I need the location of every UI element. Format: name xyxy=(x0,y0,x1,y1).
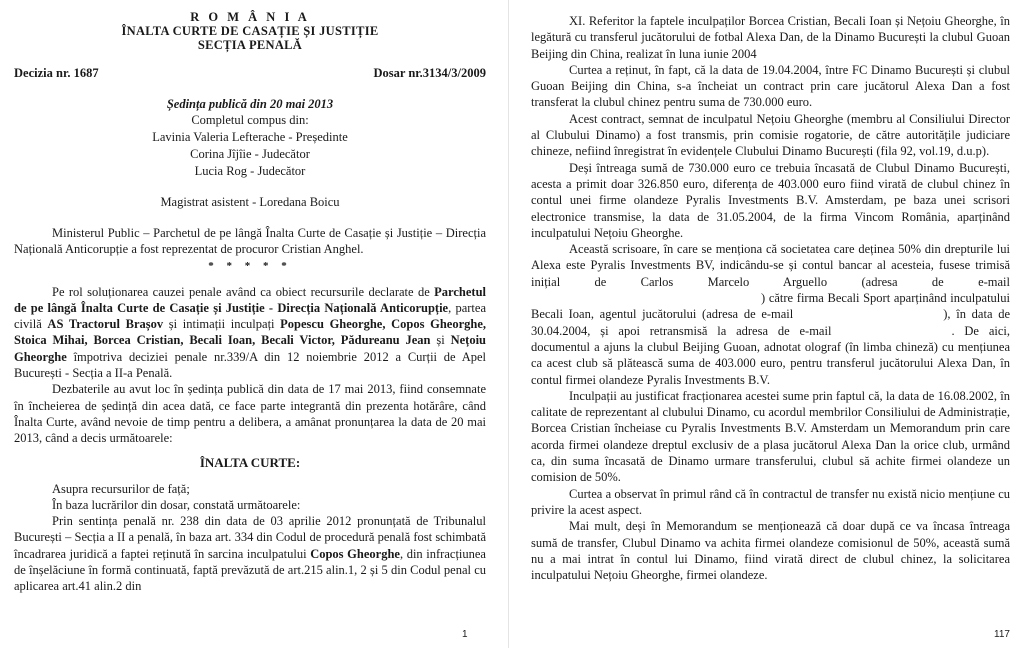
case-defendant: Nețoiu Gheorghe xyxy=(14,333,486,364)
panel-judge-2: Lucia Rog - Judecător xyxy=(194,164,306,178)
sentence-text: Prin sentința penală nr. 238 din data de 03 aprilie 2012 pronunțată de Tribunalul București – Secția a II a penală, în baza art. 334 din Codul de procedură penală fost schimbată încadrarea juridică a faptei reținută în sarcina inculpatului xyxy=(14,514,486,561)
court-heading: ÎNALTA CURTE: xyxy=(199,454,301,470)
section-separator: * * * * * xyxy=(208,259,292,272)
observation-paragraph: Curtea a observat în primul rând că în contractul de transfer nu există nicio mențiune cu privire la acest aspect. xyxy=(531,486,1010,517)
section-xi-heading: XI. Referitor la faptele inculpaților Borcea Cristian, Becali Ioan și Nețoiu Gheorghe, în legătură cu transferul jucătorului de fotbal Alexa Dan, de la Dinamo București la clubul Guoan Beijing din China, realizat în luna iunie 2004 xyxy=(531,14,1010,61)
case-civil-party: AS Tractorul Brașov xyxy=(47,317,164,332)
contract-signature-paragraph: Acest contract, semnat de inculpatul Nețoiu Gheorghe (membru al Consiliului Director al Clubului Dinamo) a fost transmis, prin comisie rogatorie, de către autoritățile judiciare chineze, nefiind înregistrat în evidențele Clubului Dinamo București (fila 92, vol.19, d.u.p). xyxy=(531,111,1010,159)
letter-text: ) către firma Becali Sport aparținând inculpatului Becali Ioan, agentul jucătorului (adresa de e-mail xyxy=(531,291,1010,322)
letter-text: . De aici, documentul a ajuns la clubul Beijing Guoan, adnotat olograf (în limba chineză) cu mențiunea ca acest club să plătească suma de 403.000 euro, pentru transferul jucătorului Alexa Dan, în contul firmei olandeze Pyralis Investments B.V. xyxy=(531,323,1010,387)
sentence-defendant: Copos Gheorghe xyxy=(310,546,400,561)
header-court: ÎNALTA CURTE DE CASAȚIE ȘI JUSTIȚIE xyxy=(121,24,379,38)
case-defendants: Popescu Gheorghe, Copos Gheorghe, Stoica Mihai, Borcea Cristian, Becali Ioan, Becali Victor, Pădureanu Jean xyxy=(14,317,487,348)
header-section: SECȚIA PENALĂ xyxy=(197,38,303,52)
letter-paragraph xyxy=(531,241,1010,388)
case-text: Pe rol soluționarea cauzei penale având ca obiect recursurile declarate de xyxy=(52,284,435,299)
case-text: împotriva deciziei penale nr.339/A din 12 noiembrie 2012 a Curții de Apel București - Secția a II-a Penală. xyxy=(14,349,486,381)
panel-intro: Completul compus din: xyxy=(191,113,309,127)
case-text: , partea civilă xyxy=(14,300,486,332)
right-page xyxy=(508,0,1024,648)
letter-text: Această scrisoare, în care se menționa că societatea care deținea 50% din drepturile lui Alexa este Pyralis Investments BV, indicându-se și contul bancar al acesteia, fusese trimisă inițial de Carlos Marcelo Arguello (adresa de e-mail xyxy=(531,242,1010,289)
case-paragraph xyxy=(14,284,486,382)
findings-line: În baza lucrărilor din dosar, constată următoarele: xyxy=(52,497,301,512)
case-text: și xyxy=(430,333,451,348)
decision-row xyxy=(14,66,486,81)
panel-president: Lavinia Valeria Lefterache - Președinte xyxy=(152,130,348,144)
file-number: Dosar nr.3134/3/2009 xyxy=(373,66,486,80)
panel-judge-1: Corina Jîjîie - Judecător xyxy=(190,147,310,161)
debates-paragraph: Dezbaterile au avut loc în ședința publică din data de 17 mai 2013, fiind consemnate în încheierea de ședință din acea dată, ce face parte integrantă din prezenta hotărâre, când Înalta Curte, având nevoie de timp pentru a delibera, a amânat pronunțarea la data de 20 mai 2013, când a decis următoarele: xyxy=(14,382,486,446)
conclusion-paragraph: Mai mult, deși în Memorandum se menționează că doar după ce va încasa întreaga sumă de transfer, Clubul Dinamo va achita firmei olandeze comisionul de 50%, această sumă nu a mai intrat în contul lui Dinamo, fiind virată direct de clubul chinez, la solicitarea inculpatului Nețoiu Gheorghe, firmei olandeze. xyxy=(531,519,1010,583)
left-page xyxy=(0,0,504,648)
decision-number: Decizia nr. 1687 xyxy=(14,66,99,80)
header-country: R O M Â N I A xyxy=(190,10,310,24)
page-number: 117 xyxy=(994,629,1010,640)
assistant-magistrate: Magistrat asistent - Loredana Boicu xyxy=(160,195,340,209)
letter-text: ), în data de 30.04.2004, și apoi retransmisă la adresa de e-mail xyxy=(531,307,1010,338)
ministry-paragraph: Ministerul Public – Parchetul de pe lângă Înalta Curte de Casație și Justiție – Direcția Națională Anticorupție a fost reprezentat de procuror Cristian Anghel. xyxy=(14,226,486,257)
case-text: și intimații inculpați xyxy=(163,317,281,332)
page-number: 1 xyxy=(462,629,468,640)
appeals-line: Asupra recursurilor de față; xyxy=(52,481,190,496)
amount-paragraph: Deși întreaga sumă de 730.000 euro ce trebuia încasată de Clubul Dinamo București, acesta a primit doar 326.850 euro, diferența de 403.000 euro fiind virată de clubul chinez în contul unei firme olandeze Pyralis Investments B.V. Amsterdam, pe baza unei scrisori electronice transmise, la data de 31.05.2004, de la firma Vincom România, aparținând inculpatului Nețoiu Gheorghe. xyxy=(531,160,1010,240)
case-prosecutor: Parchetul de pe lângă Înalta Curte de Casație și Justiție - Direcția Națională Anticorupție xyxy=(14,284,486,315)
justification-paragraph: Inculpații au justificat fracționarea acestei sume prin faptul că, la data de 16.08.2002, în calitate de reprezentant al clubului Dinamo, cu acordul membrilor Consiliului de Administrație, Borcea Cristian încheiase cu Pyralis Investments B.V. Amsterdam un Memorandum prin care acorda firmei olandeze dreptul exclusiv de a plasa jucătorul Alexa Dan la orice club, urmând ca, din suma încasată de Dinamo urmare transferului, clubul să achite firmei olandeze un comision de 50%. xyxy=(531,388,1010,485)
session-title: Ședința publică din 20 mai 2013 xyxy=(166,97,334,111)
sentence-text: , din infracțiunea de înșelăciune în formă continuată, faptă prevăzută de art.215 alin.1, 2 și 5 din Codul penal cu aplicarea art.41 alin.2 din xyxy=(14,546,486,594)
contract-paragraph: Curtea a reținut, în fapt, că la data de 19.04.2004, între FC Dinamo București și clubul Guoan Beijing din China, s-a încheiat un contract prin care jucătorul Alexa Dan a fost transferat la clubul chinez pentru suma de 730.000 euro. xyxy=(531,62,1010,110)
sentence-paragraph xyxy=(14,513,486,594)
